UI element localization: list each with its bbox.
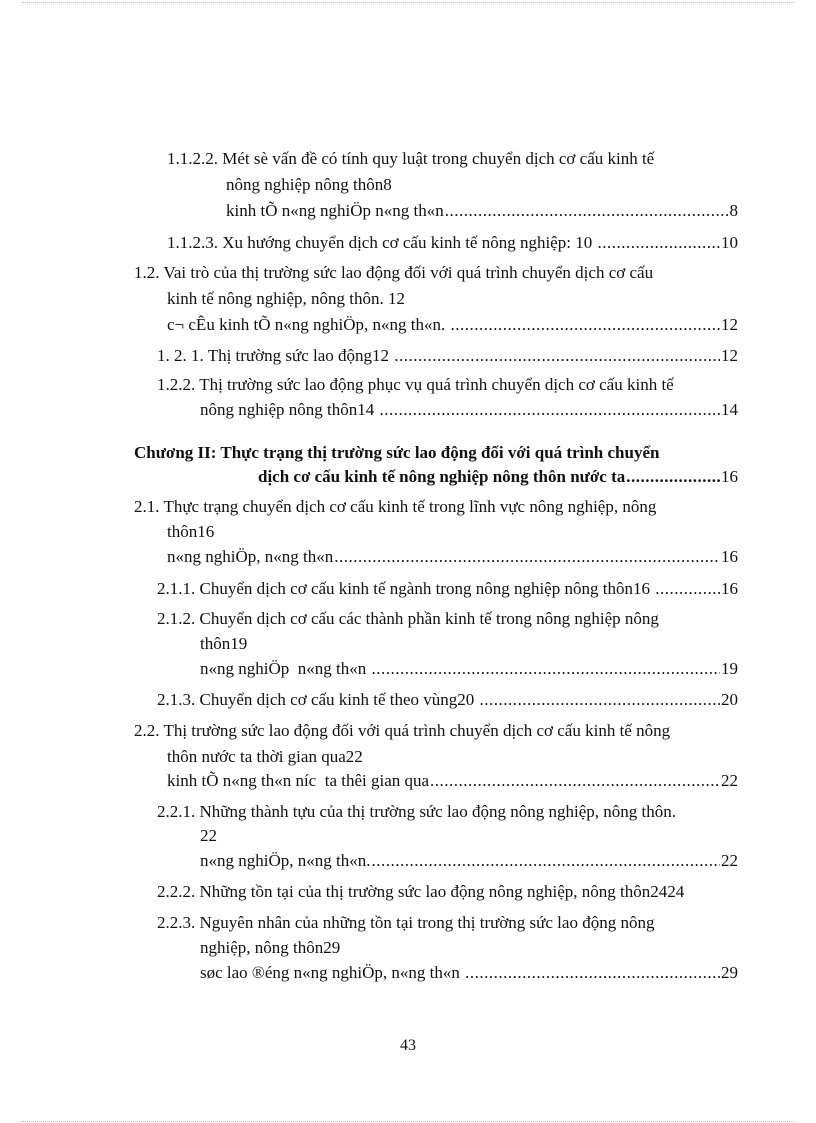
toc-page-number: 10 — [721, 233, 738, 252]
toc-entry-2-2-3-line1[interactable]: 2.2.3. Nguyên nhân của những tồn tại trong thị trường sức lao động nông — [157, 913, 655, 932]
toc-entry-1-1-2-2-line1[interactable]: 1.1.2.2. Mét sè vấn đề có tính quy luật trong chuyển dịch cơ cấu kinh tế — [167, 149, 655, 168]
toc-entry-1-2-line2: kinh tế nông nghiệp, nông thôn. 12 — [167, 289, 405, 308]
toc-chapter-2-line2[interactable]: dịch cơ cấu kinh tế nông nghiệp nông thôn nước ta ..... 16 — [258, 466, 738, 488]
toc-page-number: 8 — [729, 201, 738, 220]
toc-entry-2-2-line2: thôn nước ta thời gian qua22 — [167, 747, 363, 766]
toc-page-number: 16 — [721, 547, 738, 566]
dot-leader — [597, 232, 720, 254]
toc-entry-1-2-line3[interactable]: c¬ cÊu kinh tÕ n«ng nghiÖp, n«ng th«n. ..... 12 — [167, 314, 738, 336]
toc-page-number: 16 — [721, 467, 738, 486]
page-border-top — [22, 2, 794, 3]
toc-chapter-2-line1[interactable]: Chương II: Thực trạng thị trường sức lao động đối với quá trình chuyển — [134, 443, 660, 462]
toc-page-number: 12 — [721, 346, 738, 365]
toc-entry-2-2-1-line2: 22 — [200, 826, 217, 845]
toc-entry-2-2-line3[interactable]: kinh tÕ n«ng th«n níc ta thêi gian qua ..... 22 — [167, 770, 738, 792]
toc-entry-2-1-1[interactable]: 2.1.1. Chuyển dịch cơ cấu kinh tế ngành trong nông nghiệp nông thôn16 ..... 16 — [157, 578, 738, 600]
dot-leader — [430, 770, 720, 792]
toc-entry-1-1-2-3[interactable]: 1.1.2.3. Xu hướng chuyển dịch cơ cấu kinh tế nông nghiệp: 10 ..... 10 — [167, 232, 738, 254]
dot-leader — [465, 962, 720, 984]
dot-leader — [655, 578, 720, 600]
dot-leader — [380, 399, 721, 421]
toc-entry-1-2-line1[interactable]: 1.2. Vai trò của thị trường sức lao động đối với quá trình chuyển dịch cơ cấu — [134, 263, 654, 282]
page-border-bottom — [22, 1121, 794, 1122]
toc-entry-2-1-2-line3[interactable]: n«ng nghiÖp n«ng th«n ..... 19 — [200, 658, 738, 680]
dot-leader — [394, 345, 720, 367]
toc-page-number: 22 — [721, 851, 738, 870]
toc-entry-2-2-2[interactable]: 2.2.2. Những tồn tại của thị trường sức lao động nông nghiệp, nông thôn2424 — [157, 882, 685, 901]
toc-entry-1-2-2-line1[interactable]: 1.2.2. Thị trường sức lao động phục vụ quá trình chuyển dịch cơ cấu kinh tế — [157, 375, 674, 394]
toc-entry-2-1-line1[interactable]: 2.1. Thực trạng chuyển dịch cơ cấu kinh tế trong lĩnh vực nông nghiệp, nông — [134, 497, 657, 516]
toc-entry-1-1-2-2-line3[interactable]: kinh tÕ n«ng nghiÖp n«ng th«n ..... 8 — [226, 200, 738, 222]
dot-leader — [480, 689, 720, 711]
toc-page-number: 20 — [721, 690, 738, 709]
toc-entry-2-2-3-line2: nghiệp, nông thôn29 — [200, 938, 341, 957]
dot-leader — [334, 546, 720, 568]
page-number: 43 — [400, 1037, 416, 1054]
toc-entry-2-1-line2: thôn16 — [167, 522, 215, 541]
toc-entry-2-2-1-line3[interactable]: n«ng nghiÖp, n«ng th«n. ..... 22 — [200, 850, 738, 872]
toc-entry-2-2-3-line3[interactable]: søc lao ®éng n«ng nghiÖp, n«ng th«n ..... 29 — [200, 962, 738, 984]
toc-entry-2-1-2-line1[interactable]: 2.1.2. Chuyển dịch cơ cấu các thành phần kinh tế trong nông nghiệp nông — [157, 609, 659, 628]
toc-entry-2-2-1-line1[interactable]: 2.2.1. Những thành tựu của thị trường sức lao động nông nghiệp, nông thôn. — [157, 802, 676, 821]
toc-entry-2-1-2-line2: thôn19 — [200, 634, 248, 653]
dot-leader — [626, 466, 720, 488]
toc-page-number: 29 — [721, 963, 738, 982]
toc-entry-2-1-line3[interactable]: n«ng nghiÖp, n«ng th«n ..... 16 — [167, 546, 738, 568]
toc-page-number: 22 — [721, 771, 738, 790]
toc-entry-1-2-1[interactable]: 1. 2. 1. Thị trường sức lao động12 ..... 12 — [157, 345, 738, 367]
toc-page-number: 14 — [721, 400, 738, 419]
toc-page-number: 19 — [721, 659, 738, 678]
toc-entry-2-1-3[interactable]: 2.1.3. Chuyển dịch cơ cấu kinh tế theo vùng20 ..... 20 — [157, 689, 738, 711]
dot-leader — [371, 658, 720, 680]
dot-leader — [445, 200, 729, 222]
toc-entry-1-2-2-line2[interactable]: nông nghiệp nông thôn14 ..... 14 — [200, 399, 738, 421]
toc-entry-2-2-line1[interactable]: 2.2. Thị trường sức lao động đối với quá trình chuyển dịch cơ cấu kinh tế nông — [134, 721, 671, 740]
toc-entry-1-1-2-2-line2: nông nghiệp nông thôn8 — [226, 175, 392, 194]
toc-page-number: 12 — [721, 315, 738, 334]
dot-leader — [451, 314, 720, 336]
dot-leader — [371, 850, 720, 872]
toc-page-number: 16 — [721, 579, 738, 598]
